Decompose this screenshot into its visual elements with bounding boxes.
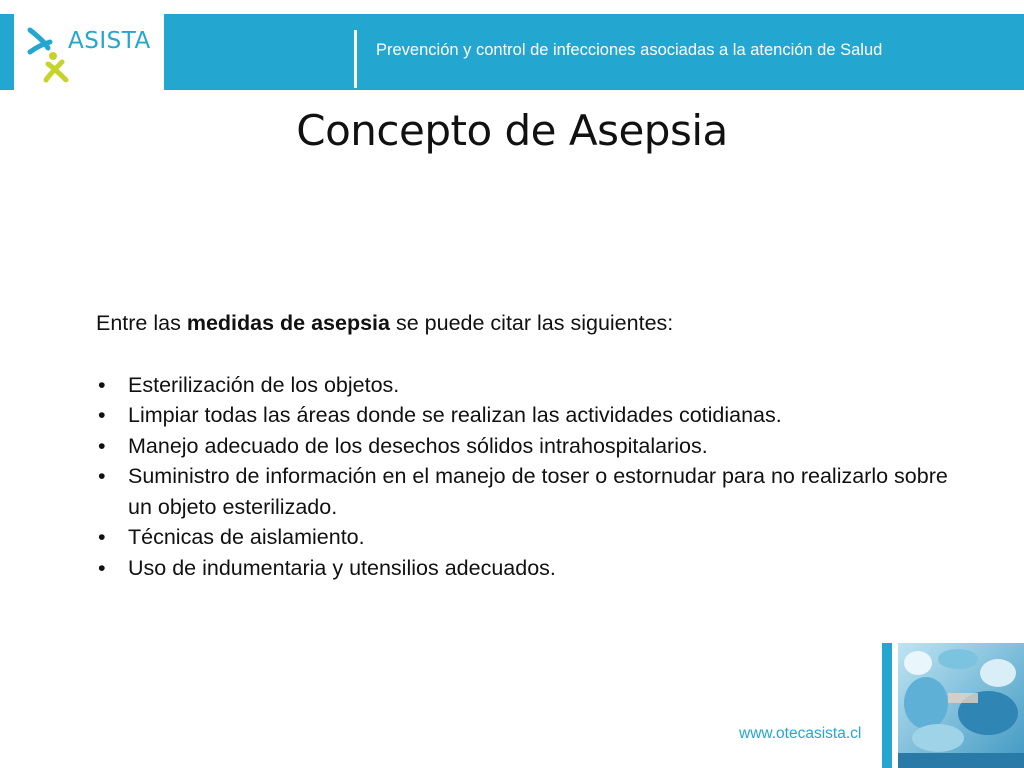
- list-item-text: Técnicas de aislamiento.: [128, 525, 365, 549]
- slide-title: Concepto de Asepsia: [296, 106, 728, 155]
- website-link[interactable]: www.otecasista.cl: [739, 725, 862, 742]
- list-item: [96, 553, 966, 584]
- list-item-text: Uso de indumentaria y utensilios adecuados.: [128, 555, 556, 580]
- intro-text-before: Entre las: [96, 311, 187, 335]
- bullet-icon: •: [98, 555, 106, 580]
- list-item: [96, 431, 966, 462]
- header-divider: [354, 30, 357, 88]
- list-item-text: Suministro de información en el manejo de toser o estornudar para no realizarlo sobre un objeto esterilizado.: [128, 464, 948, 519]
- bullet-icon: •: [98, 372, 106, 397]
- bullet-list: [96, 370, 966, 584]
- list-item: [96, 461, 966, 522]
- header-subtitle: Prevención y control de infecciones asociadas a la atención de Salud: [376, 41, 883, 59]
- slide-body: [96, 308, 966, 583]
- list-item: [96, 522, 966, 553]
- bullet-icon: •: [98, 433, 106, 458]
- footer-accent-bar: [882, 643, 892, 768]
- list-item-text: Esterilización de los objetos.: [128, 372, 400, 397]
- intro-bold-text: medidas de asepsia: [186, 311, 390, 335]
- intro-text-after: se puede citar las siguientes:: [390, 311, 674, 335]
- surgery-photo: [898, 643, 1024, 768]
- list-item-text: Limpiar todas las áreas donde se realizan las actividades cotidianas.: [128, 403, 782, 427]
- list-item: [96, 400, 966, 431]
- person-x-logo-icon: [26, 22, 70, 84]
- bullet-icon: •: [98, 464, 106, 488]
- intro-paragraph: [96, 308, 966, 339]
- bullet-icon: •: [98, 403, 106, 427]
- surgery-photo-illustration: [898, 643, 1024, 768]
- left-accent-bar: [0, 14, 14, 90]
- list-item-text: Manejo adecuado de los desechos sólidos intrahospitalarios.: [128, 433, 708, 458]
- logo-text: ASISTA: [68, 28, 151, 54]
- bullet-icon: •: [98, 525, 106, 549]
- list-item: [96, 370, 966, 401]
- logo: [14, 14, 164, 90]
